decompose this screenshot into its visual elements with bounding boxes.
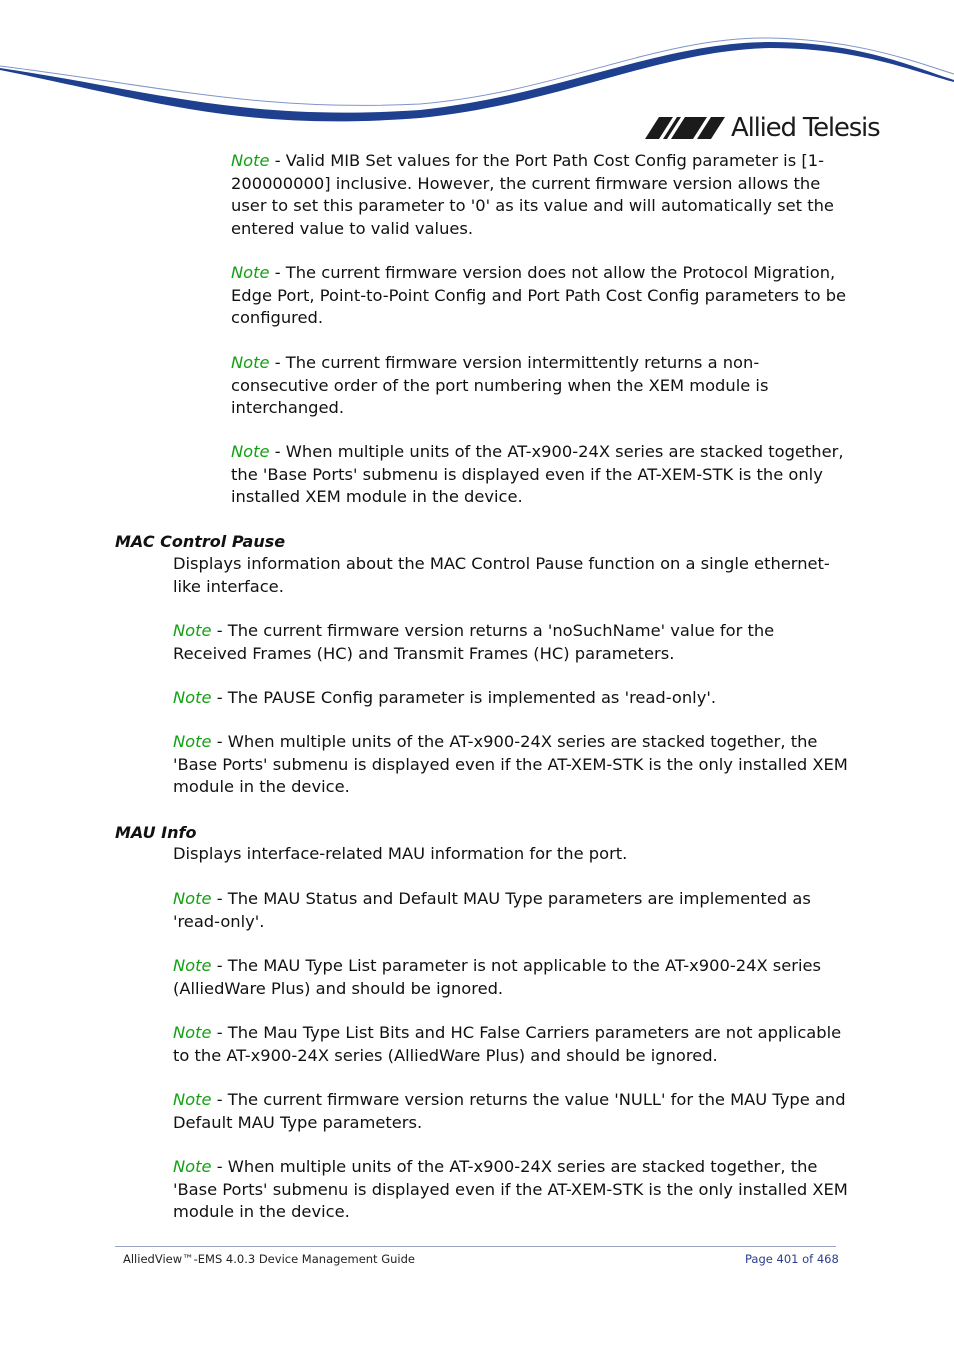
note-text: The current firmware version does not allow the Protocol Migration, Edge Port, Point-to-Point Config and Port Path Cost Config parameters to be configured. <box>231 263 847 328</box>
footer-divider <box>115 1246 836 1247</box>
note-text: The PAUSE Config parameter is implemented as 'read-only'. <box>227 688 716 707</box>
note-label: Note <box>173 956 212 975</box>
brand-name: Allied Telesis <box>731 113 880 143</box>
port-note-1: Note - Valid MIB Set values for the Port Path Cost Config parameter is [1-200000000] inclusive. However, the current firmware version allows the user to set this parameter to '0' as its value and will automatically set the entered value to valid values. <box>231 151 834 238</box>
section-title-mac-control-pause: MAC Control Pause <box>115 532 286 551</box>
note-label: Note <box>173 732 212 751</box>
mac-note-3: Note - When multiple units of the AT-x900-24X series are stacked together, the 'Base Ports' submenu is displayed even if the AT-XEM-STK is the only installed XEM module in the device. <box>173 732 848 797</box>
mac-control-pause-description: Displays information about the MAC Control Pause function on a single ethernet-like interface. <box>173 554 830 596</box>
port-note-3: Note - The current firmware version intermittently returns a non-consecutive order of the port numbering when the XEM module is interchanged. <box>231 353 769 418</box>
note-text: The current firmware version returns the value 'NULL' for the MAU Type and Default MAU Type parameters. <box>173 1090 846 1132</box>
footer-page-number: Page 401 of 468 <box>745 1252 839 1266</box>
port-note-2: Note - The current firmware version does not allow the Protocol Migration, Edge Port, Point-to-Point Config and Port Path Cost Config parameters to be configured. <box>231 263 847 328</box>
note-text: The current firmware version intermittently returns a non-consecutive order of the port numbering when the XEM module is interchanged. <box>231 353 769 418</box>
note-text: The MAU Type List parameter is not applicable to the AT-x900-24X series (AlliedWare Plus) and should be ignored. <box>173 956 822 998</box>
mau-note-2: Note - The MAU Type List parameter is not applicable to the AT-x900-24X series (AlliedWare Plus) and should be ignored. <box>173 956 822 998</box>
note-label: Note <box>173 1157 212 1176</box>
mau-note-4: Note - The current firmware version returns the value 'NULL' for the MAU Type and Default MAU Type parameters. <box>173 1090 846 1132</box>
footer-document-title: AlliedView™-EMS 4.0.3 Device Management Guide <box>123 1252 415 1266</box>
note-label: Note <box>173 889 212 908</box>
port-note-4: Note - When multiple units of the AT-x900-24X series are stacked together, the 'Base Ports' submenu is displayed even if the AT-XEM-STK is the only installed XEM module in the device. <box>231 442 844 507</box>
note-label: Note <box>231 263 270 282</box>
note-label: Note <box>173 621 212 640</box>
allied-telesis-logo-icon <box>645 117 725 139</box>
section-title-mau-info: MAU Info <box>115 823 197 842</box>
mau-note-1: Note - The MAU Status and Default MAU Type parameters are implemented as 'read-only'. <box>173 889 811 931</box>
note-text: The Mau Type List Bits and HC False Carriers parameters are not applicable to the AT-x900-24X series (AlliedWare Plus) and should be ignored. <box>173 1023 842 1065</box>
note-text: When multiple units of the AT-x900-24X series are stacked together, the 'Base Ports' submenu is displayed even if the AT-XEM-STK is the only installed XEM module in the device. <box>173 732 848 797</box>
allied-telesis-logo <box>645 110 879 146</box>
note-text: When multiple units of the AT-x900-24X series are stacked together, the 'Base Ports' submenu is displayed even if the AT-XEM-STK is the only installed XEM module in the device. <box>173 1157 848 1222</box>
note-text: Valid MIB Set values for the Port Path Cost Config parameter is [1-200000000] inclusive. However, the current firmware version allows the user to set this parameter to '0' as its value and will automatically set the entered value to valid values. <box>231 151 834 238</box>
note-label: Note <box>173 688 212 707</box>
mac-note-2: Note - The PAUSE Config parameter is implemented as 'read-only'. <box>173 688 716 707</box>
mau-note-3: Note - The Mau Type List Bits and HC False Carriers parameters are not applicable to the AT-x900-24X series (AlliedWare Plus) and should be ignored. <box>173 1023 842 1065</box>
note-label: Note <box>173 1090 212 1109</box>
mau-info-description: Displays interface-related MAU information for the port. <box>173 844 628 863</box>
mau-note-5: Note - When multiple units of the AT-x900-24X series are stacked together, the 'Base Ports' submenu is displayed even if the AT-XEM-STK is the only installed XEM module in the device. <box>173 1157 848 1222</box>
note-text: The current firmware version returns a 'noSuchName' value for the Received Frames (HC) and Transmit Frames (HC) parameters. <box>173 621 775 663</box>
note-text: When multiple units of the AT-x900-24X series are stacked together, the 'Base Ports' submenu is displayed even if the AT-XEM-STK is the only installed XEM module in the device. <box>231 442 844 507</box>
note-label: Note <box>173 1023 212 1042</box>
note-label: Note <box>231 442 270 461</box>
note-text: The MAU Status and Default MAU Type parameters are implemented as 'read-only'. <box>173 889 811 931</box>
mac-note-1: Note - The current firmware version returns a 'noSuchName' value for the Received Frames (HC) and Transmit Frames (HC) parameters. <box>173 621 775 663</box>
note-label: Note <box>231 151 270 170</box>
note-label: Note <box>231 353 270 372</box>
